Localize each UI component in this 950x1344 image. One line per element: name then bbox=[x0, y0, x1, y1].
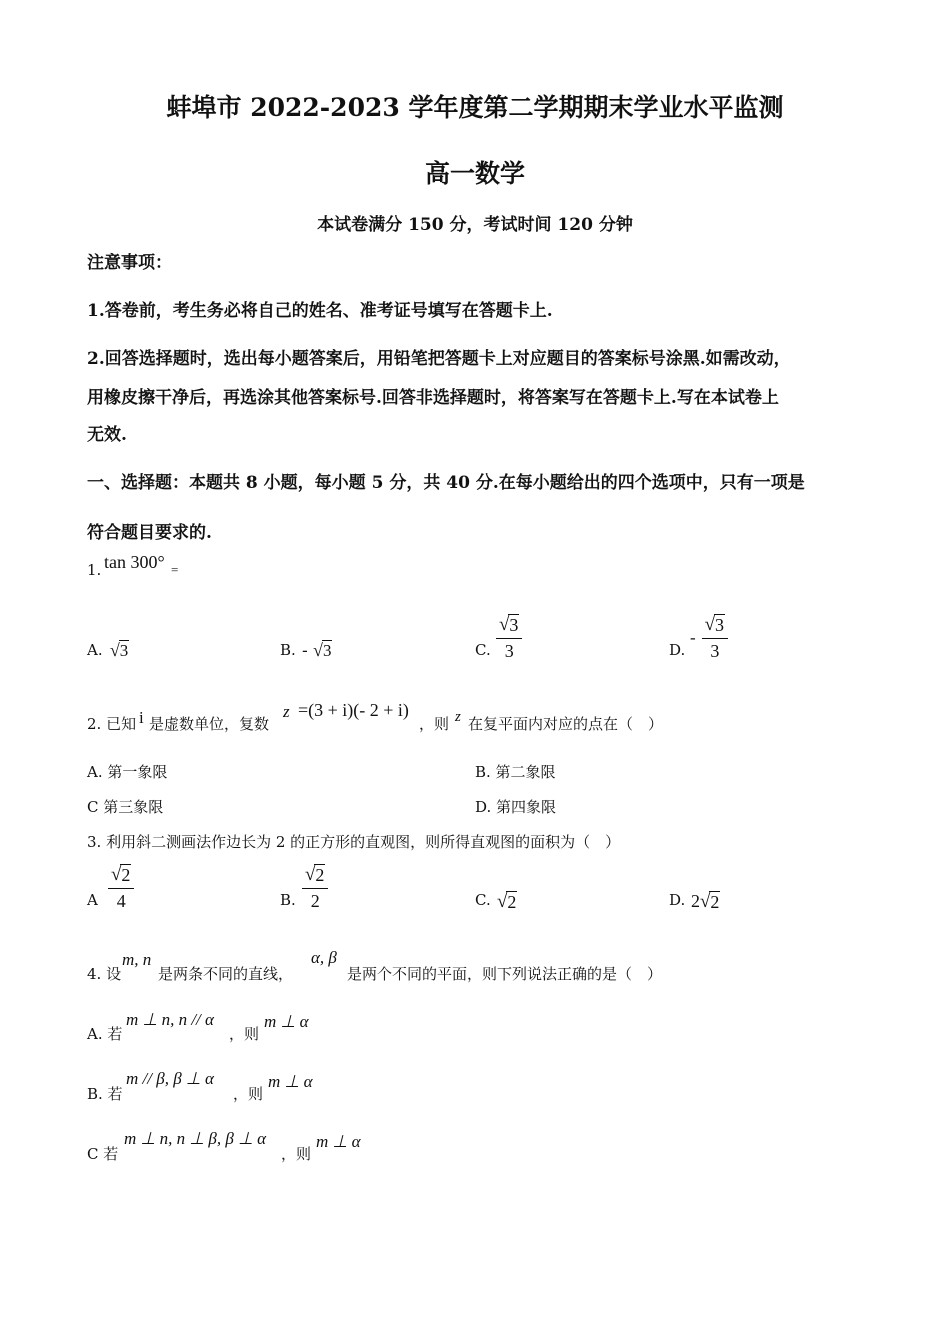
q3-c-radicand: 2 bbox=[507, 892, 517, 912]
section-1-heading: 一、选择题：本题共 8 小题，每小题 5 分，共 40 分.在每小题给出的四个选项中，只有一项是 bbox=[87, 473, 805, 493]
q3-a-radicand: 2 bbox=[121, 865, 131, 885]
q4-option-b-then: ，则 bbox=[233, 1085, 264, 1103]
q1-option-c-value: √ 3 3 bbox=[496, 614, 522, 662]
q1-option-b-value: - √ 3 bbox=[302, 640, 332, 661]
q4-option-b-conclusion: m ⊥ α bbox=[268, 1072, 313, 1091]
q2-prefix: 2. 已知 bbox=[87, 715, 137, 733]
q4-lines-mn: m, n bbox=[122, 950, 152, 969]
note-item-1: 1.答卷前，考生务必将自己的姓名、准考证号填写在答题卡上. bbox=[87, 301, 553, 321]
q3-b-denominator: 2 bbox=[310, 891, 320, 911]
note-item-2-line-3: 无效. bbox=[87, 425, 127, 445]
q4-option-a-conclusion: m ⊥ α bbox=[264, 1012, 309, 1031]
q1-d-denominator: 3 bbox=[710, 641, 720, 661]
q4-mid: 是两条不同的直线， bbox=[158, 965, 294, 983]
q1-option-c-label: C. bbox=[475, 641, 491, 659]
q4-prefix: 4. 设 bbox=[87, 965, 122, 983]
q2-mid: 是虚数单位，复数 bbox=[149, 715, 270, 733]
q2-option-b: B. 第二象限 bbox=[475, 763, 556, 781]
q1-b-radicand: 3 bbox=[322, 641, 332, 660]
q3-a-denominator: 4 bbox=[116, 891, 126, 911]
q3-d-coefficient: 2 bbox=[691, 891, 700, 911]
q4-option-b-condition: m // β, β ⊥ α bbox=[126, 1069, 214, 1088]
q4-option-a-then: ，则 bbox=[229, 1025, 260, 1043]
q3-option-d-label: D. bbox=[669, 891, 686, 909]
q4-option-c-then: ，则 bbox=[281, 1145, 312, 1163]
q3-option-a-label: A bbox=[87, 891, 98, 909]
q3-d-radicand: 2 bbox=[710, 892, 720, 912]
q2-z: z bbox=[283, 702, 290, 721]
q2-option-c: C 第三象限 bbox=[87, 798, 164, 816]
notes-heading: 注意事项： bbox=[87, 253, 172, 273]
q4-tail: 是两个不同的平面，则下列说法正确的是（ ） bbox=[347, 965, 663, 983]
q2-imag-unit: i bbox=[139, 708, 144, 727]
q1-option-b-label: B. bbox=[280, 641, 296, 659]
q4-option-c-label: C 若 bbox=[87, 1145, 119, 1163]
q1-option-a-label: A. bbox=[87, 641, 103, 659]
q3-option-a-value: √ 2 4 bbox=[108, 864, 134, 912]
q1-c-denominator: 3 bbox=[504, 641, 514, 661]
q1-a-radicand: 3 bbox=[119, 641, 129, 660]
q3-b-radicand: 2 bbox=[315, 865, 325, 885]
q3-option-b-value: √ 2 2 bbox=[302, 864, 328, 912]
q1-number: 1. bbox=[87, 561, 102, 579]
q4-option-c-conclusion: m ⊥ α bbox=[316, 1132, 361, 1151]
q3-option-c-label: C. bbox=[475, 891, 491, 909]
q3-option-d-value: 2 √ 2 bbox=[691, 891, 720, 912]
q4-option-a-condition: m ⊥ n, n // α bbox=[126, 1010, 214, 1029]
q4-planes: α, β bbox=[311, 948, 337, 967]
q1-b-minus: - bbox=[302, 641, 308, 661]
section-1-heading-line-2: 符合题目要求的. bbox=[87, 523, 212, 543]
q2-option-a: A. 第一象限 bbox=[87, 763, 168, 781]
q1-option-d-value: - √ 3 3 bbox=[690, 614, 728, 662]
q1-c-radicand: 3 bbox=[509, 615, 519, 635]
q3-option-b-label: B. bbox=[280, 891, 296, 909]
q2-option-d: D. 第四象限 bbox=[475, 798, 557, 816]
q2-tail: 在复平面内对应的点在（ ） bbox=[468, 715, 664, 733]
q1-d-minus: - bbox=[690, 628, 696, 647]
q2-formula: =(3 + i)(- 2 + i) bbox=[298, 700, 409, 720]
q3-option-c-value: √ 2 bbox=[497, 891, 517, 912]
q4-option-b-label: B. 若 bbox=[87, 1085, 123, 1103]
q1-expression: tan 300° bbox=[104, 552, 165, 572]
q1-equals: = bbox=[171, 562, 179, 577]
q4-option-a-label: A. 若 bbox=[87, 1025, 123, 1043]
q4-option-c-condition: m ⊥ n, n ⊥ β, β ⊥ α bbox=[124, 1129, 267, 1148]
q1-option-a-value: √ 3 bbox=[110, 640, 129, 660]
q2-z-2: z bbox=[455, 709, 461, 725]
exam-title: 蚌埠市 2022-2023 学年度第二学期期末学业水平监测 bbox=[166, 93, 784, 122]
q3-stem: 3. 利用斜二测画法作边长为 2 的正方形的直观图，则所得直观图的面积为（ ） bbox=[87, 833, 621, 851]
note-item-2-line-1: 2.回答选择题时，选出每小题答案后，用铅笔把答题卡上对应题目的答案标号涂黑.如需改动， bbox=[87, 349, 791, 369]
subject-title: 高一数学 bbox=[424, 159, 525, 188]
exam-info: 本试卷满分 150 分，考试时间 120 分钟 bbox=[317, 215, 633, 235]
note-item-2-line-2: 用橡皮擦干净后，再选涂其他答案标号.回答非选择题时，将答案写在答题卡上.写在本试卷上 bbox=[87, 388, 779, 408]
q2-comma: ，则 bbox=[419, 715, 450, 733]
q1-d-radicand: 3 bbox=[715, 615, 725, 635]
q1-option-d-label: D. bbox=[669, 641, 686, 659]
